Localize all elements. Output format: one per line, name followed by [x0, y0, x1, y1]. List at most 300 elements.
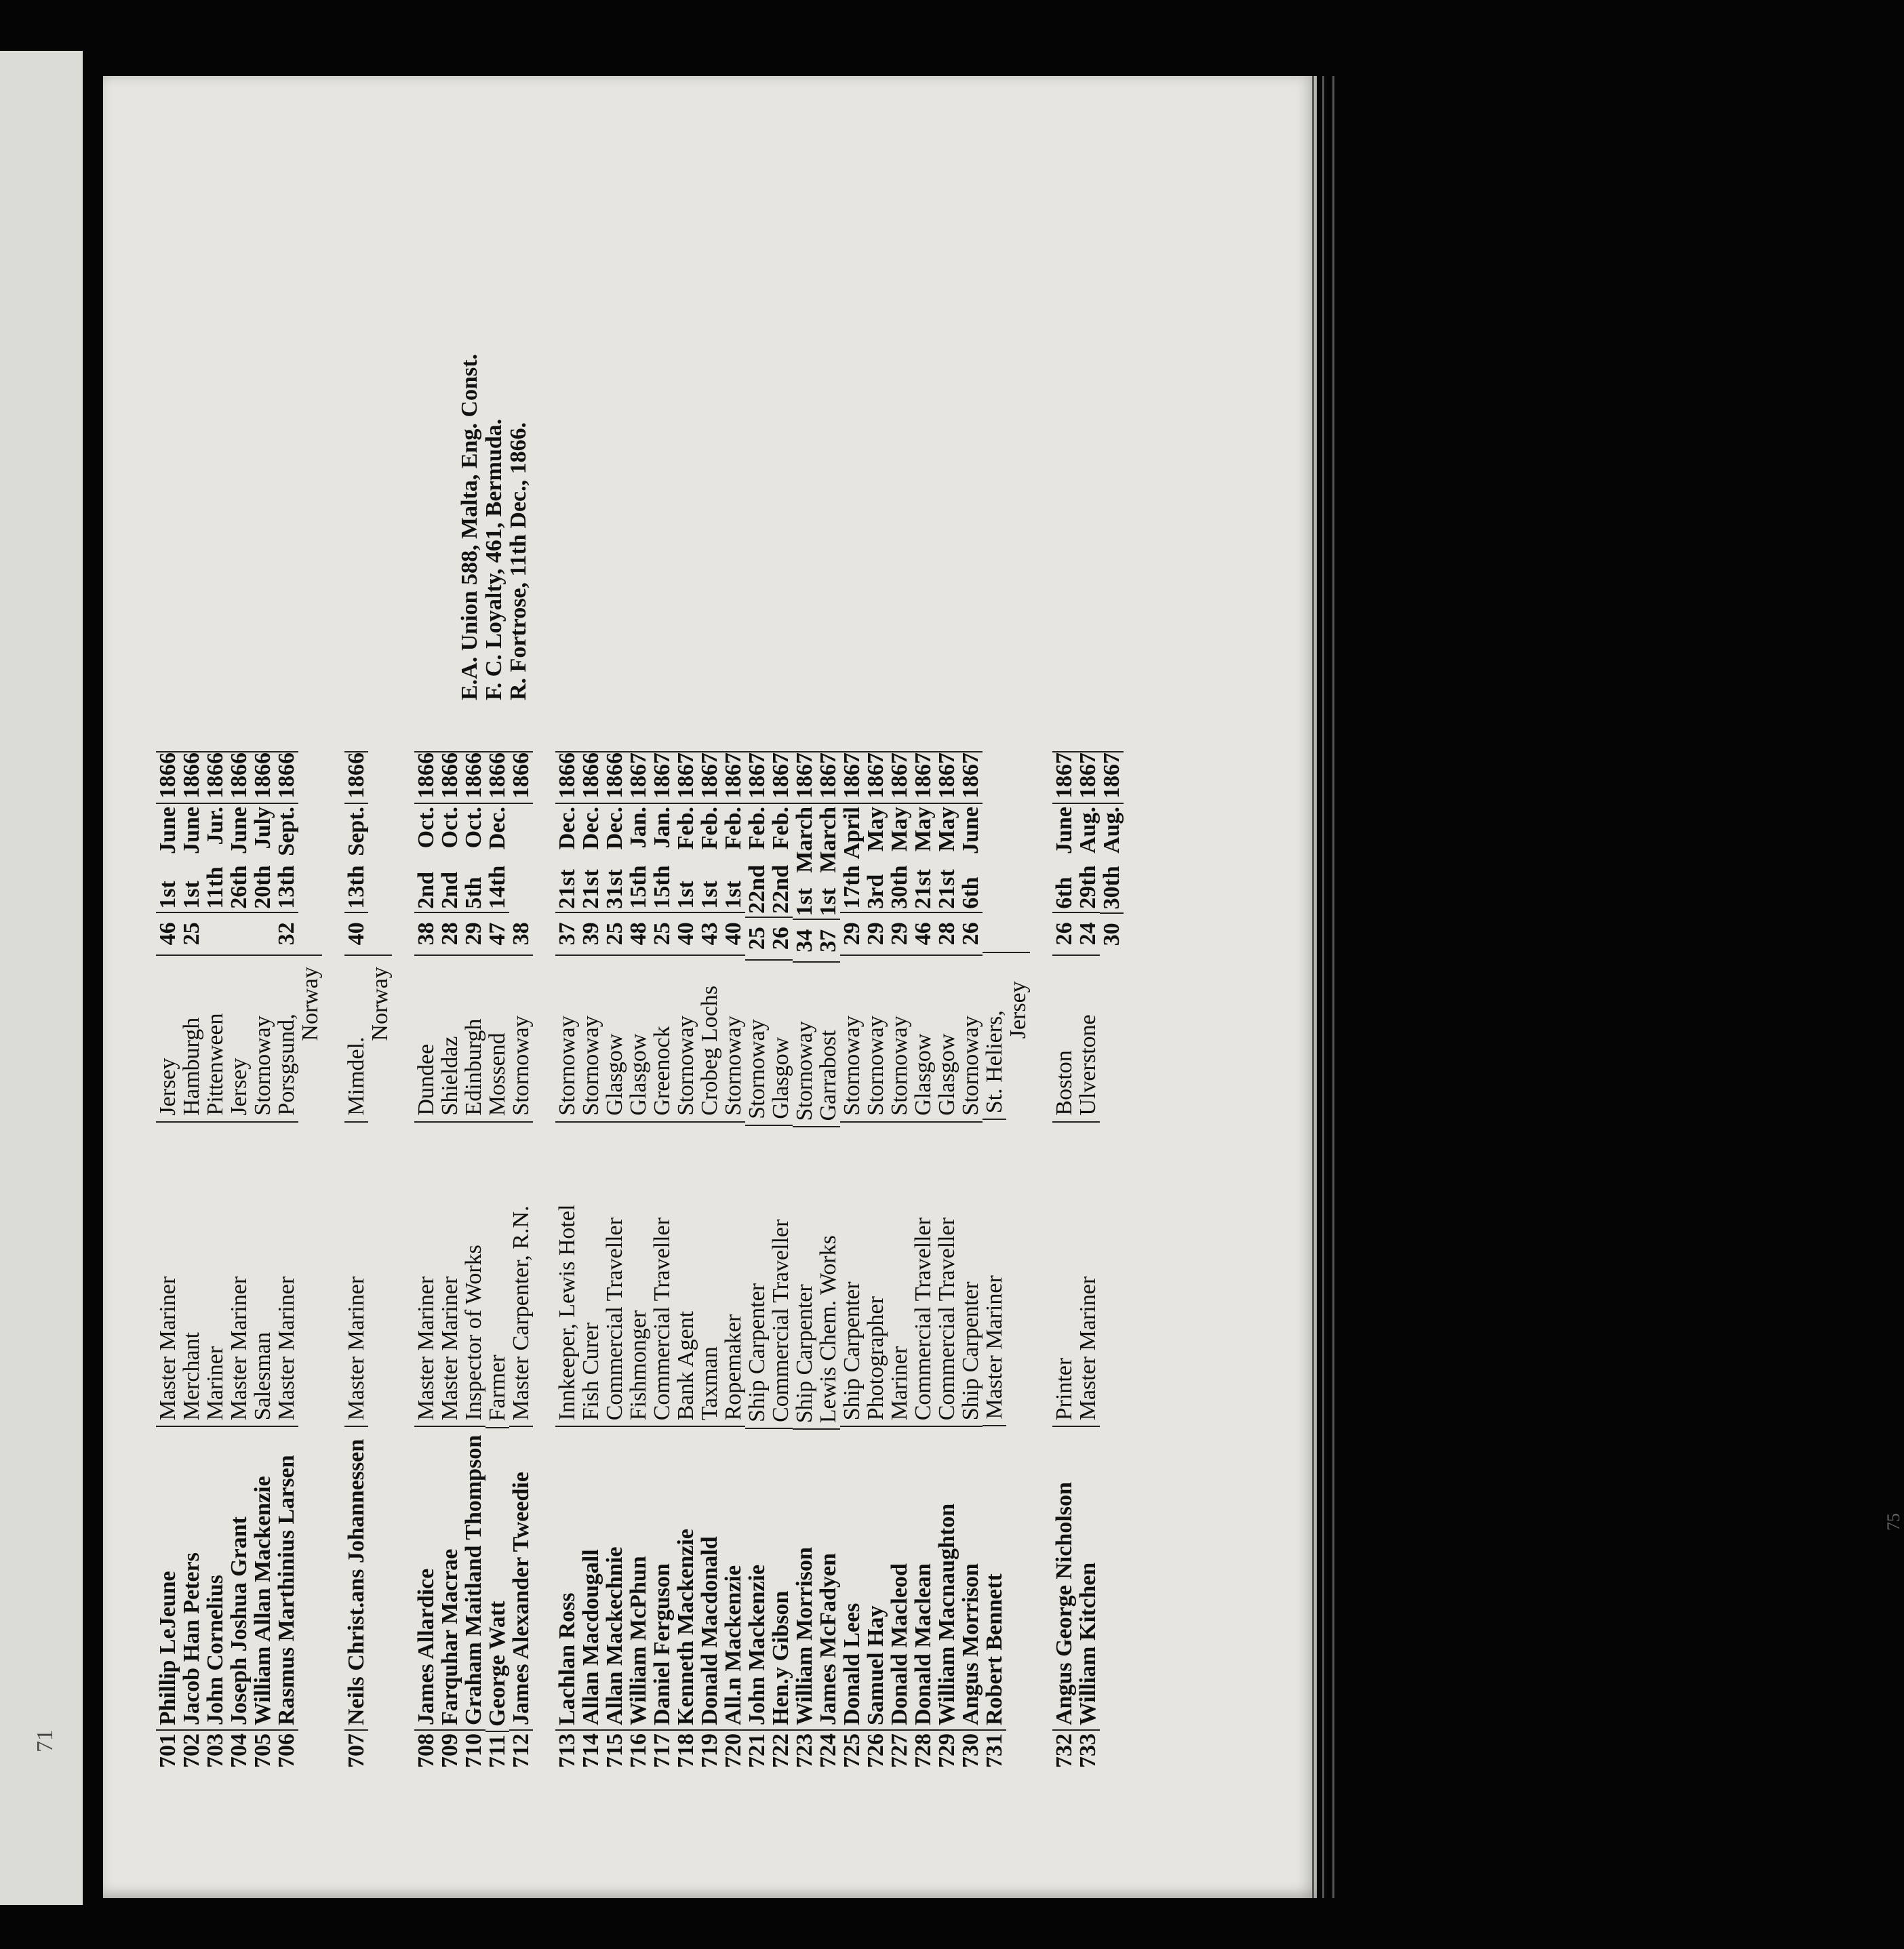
register-entry — [555, 751, 579, 1768]
entry-year: 1867 — [1100, 751, 1124, 804]
entry-number: 712 — [509, 1729, 533, 1768]
entry-residence-line: Stornoway — [839, 1016, 865, 1116]
entry-month: March — [816, 806, 841, 873]
entry-residence-line: Greenock — [650, 1026, 675, 1116]
entry-day: 31st — [603, 865, 627, 912]
register-entry — [864, 751, 888, 1768]
entry-residence-line: Glasgow — [768, 1037, 793, 1119]
entry-year: 1867 — [911, 751, 935, 804]
entry-name: All.n Mackenzie — [721, 1426, 745, 1729]
entry-day: 30th — [1100, 866, 1124, 914]
entry-occupation: Merchant — [180, 1121, 203, 1426]
entry-occupation: Mariner — [203, 1121, 227, 1426]
entry-name: Jacob Han Peters — [180, 1426, 203, 1729]
page-edge-line — [1322, 76, 1324, 1898]
entry-residence-line: Stornoway — [887, 1016, 912, 1116]
entry-residence — [251, 955, 275, 1121]
entry-residence-line: Edinburgh — [461, 1018, 486, 1116]
entry-number: 728 — [911, 1729, 935, 1768]
register-entry — [603, 751, 627, 1768]
entry-residence-line: Glasgow — [626, 1033, 651, 1116]
entry-residence-line: Porsgsund, — [274, 1013, 299, 1116]
entry-name: Angus George Nicholson — [1052, 1426, 1076, 1729]
entry-occupation: Ship Carpenter — [793, 1127, 816, 1429]
entry-residence-line: Dundee — [414, 1043, 439, 1116]
register-entry — [180, 751, 203, 1768]
entry-name: Hen.y Gibson — [769, 1428, 793, 1729]
entry-year: 1867 — [674, 751, 698, 804]
entry-day: 15th — [650, 865, 674, 912]
entry-number: 708 — [414, 1729, 438, 1768]
entry-month: Feb. — [697, 806, 722, 850]
entry-age: 25 — [745, 927, 770, 950]
entry-name: George Watt — [485, 1427, 509, 1731]
register-entry — [227, 751, 251, 1768]
register-entry — [769, 751, 793, 1768]
entry-day: 20th — [251, 865, 275, 912]
entry-residence-line: Ulverstone — [1075, 1014, 1100, 1116]
entry-age: 48 — [626, 922, 651, 946]
entry-year: 1867 — [627, 751, 650, 804]
entry-occupation: Photographer — [864, 1121, 888, 1426]
entry-number: 717 — [650, 1729, 674, 1768]
entry-month: Dec. — [578, 806, 603, 850]
register-entry — [745, 751, 769, 1768]
entry-name: Angus Morrison — [959, 1426, 983, 1729]
register-entry — [509, 751, 533, 1768]
entry-month: Feb. — [721, 806, 746, 850]
entry-name: Donald Macdonald — [698, 1426, 721, 1729]
entry-number: 730 — [959, 1729, 983, 1768]
entry-age: 29 — [839, 922, 865, 946]
entry-day: 2nd — [438, 865, 462, 912]
entry-day: 6th — [1052, 865, 1076, 912]
entry-age: 28 — [934, 922, 959, 946]
entry-month: Oct. — [461, 806, 486, 849]
entry-month: July — [250, 806, 275, 849]
entry-day: 3rd — [864, 865, 888, 912]
entry-name: Allan Macdougall — [579, 1426, 603, 1729]
entry-residence — [627, 955, 650, 1121]
register-entry — [579, 751, 603, 1768]
entry-residence-line: Stornoway — [578, 1016, 603, 1116]
entry-residence — [769, 959, 793, 1125]
entry-residence — [203, 955, 227, 1121]
entry-month: June — [155, 806, 180, 854]
entry-year: 1866 — [203, 751, 227, 804]
entry-age: 30 — [1099, 923, 1124, 946]
entry-residence — [414, 955, 438, 1121]
page-footer-mark: 75 — [1884, 1513, 1903, 1531]
entry-month: May — [934, 806, 959, 852]
entry-number: 721 — [745, 1729, 769, 1768]
entry-year: 1866 — [414, 751, 438, 804]
register-entry — [1052, 751, 1076, 1768]
entry-residence-line: Shieldaz — [437, 1036, 462, 1116]
entry-residence-line: Crobeg Lochs — [697, 985, 722, 1116]
register-entry — [1100, 751, 1124, 1768]
entry-residence — [674, 955, 698, 1121]
entry-number: 732 — [1052, 1729, 1076, 1768]
entry-residence-line: Norway — [298, 967, 323, 1041]
entry-name: Farquhar Macrae — [438, 1426, 462, 1729]
entry-age: 46 — [911, 922, 936, 946]
entry-name: William Macnaughton — [935, 1426, 959, 1729]
entry-number: 724 — [816, 1729, 840, 1768]
entry-occupation: Master Mariner — [983, 1119, 1006, 1424]
entry-month: Sept. — [274, 806, 299, 856]
entry-residence-line: Mimdel. — [344, 1037, 369, 1116]
entry-number: 726 — [864, 1729, 888, 1768]
entry-residence-line: Hamburgh — [179, 1017, 204, 1116]
entry-residence-line: Stornoway — [673, 1016, 698, 1116]
entry-day: 17th — [840, 865, 864, 912]
entry-residence — [579, 955, 603, 1121]
entry-occupation: Master Mariner — [438, 1121, 462, 1426]
entry-number: 714 — [579, 1729, 603, 1768]
entry-residence — [1052, 955, 1076, 1121]
entry-age: 37 — [816, 929, 841, 952]
entry-name: Graham Maitland Thompson — [462, 1426, 485, 1729]
entry-day: 21st — [555, 865, 579, 912]
entry-number: 705 — [251, 1729, 275, 1768]
entry-occupation: Commercial Traveller — [911, 1121, 935, 1426]
entry-name: Phillip LeJeune — [156, 1426, 180, 1729]
entry-residence-line: Pittenween — [203, 1013, 228, 1116]
register-entry — [840, 751, 864, 1768]
entry-residence — [983, 952, 1030, 1119]
entry-year: 1867 — [650, 751, 674, 804]
entry-number: 701 — [156, 1729, 180, 1768]
entry-number: 729 — [935, 1729, 959, 1768]
entry-residence-line: Glasgow — [911, 1033, 936, 1116]
entry-occupation: Inspector of Works — [462, 1121, 485, 1426]
entry-occupation: Fishmonger — [627, 1121, 650, 1426]
entry-month: Dec. — [602, 806, 627, 850]
register-entry — [627, 751, 650, 1768]
entry-occupation: Master Mariner — [275, 1121, 298, 1426]
register-entry — [983, 751, 1030, 1768]
entry-residence-line: Stornoway — [555, 1016, 580, 1116]
entry-number: 706 — [275, 1729, 298, 1768]
entry-residence — [603, 955, 627, 1121]
entry-year: 1866 — [462, 751, 485, 804]
entry-residence — [227, 955, 251, 1121]
entry-residence — [840, 955, 864, 1121]
entry-day: 21st — [911, 865, 935, 912]
entry-year: 1866 — [485, 751, 509, 804]
entry-age: 47 — [485, 922, 510, 946]
register-entry — [650, 751, 674, 1768]
entry-number: 733 — [1076, 1729, 1100, 1768]
facing-page-number: 71 — [33, 1729, 58, 1752]
entry-month: Jan. — [650, 806, 675, 849]
entry-residence — [935, 955, 959, 1121]
entry-name: Samuel Hay — [864, 1426, 888, 1729]
entry-residence — [721, 955, 745, 1121]
entry-number: 709 — [438, 1729, 462, 1768]
entry-month: Oct. — [414, 806, 439, 849]
entry-number: 710 — [462, 1729, 485, 1768]
entry-year: 1867 — [1076, 751, 1100, 804]
entry-name: James Allardice — [414, 1426, 438, 1729]
entry-residence — [650, 955, 674, 1121]
register-entry — [414, 751, 438, 1768]
entry-number: 722 — [769, 1729, 793, 1768]
entry-occupation: Innkeeper, Lewis Hotel — [555, 1121, 579, 1426]
entry-month: June — [226, 806, 252, 854]
entry-number: 702 — [180, 1729, 203, 1768]
entry-number: 716 — [627, 1729, 650, 1768]
entry-name: Lachlan Ross — [555, 1426, 579, 1729]
entry-year: 1867 — [698, 751, 721, 804]
entry-occupation: Lewis Chem. Works — [816, 1127, 840, 1429]
entry-day: 2nd — [414, 865, 438, 912]
page-edge-line — [1332, 76, 1334, 1898]
entry-year: 1866 — [603, 751, 627, 804]
entry-month: Jan. — [626, 806, 651, 849]
entry-residence — [959, 955, 983, 1121]
entry-residence-line: Mossend — [485, 1032, 510, 1117]
entry-number: 720 — [721, 1729, 745, 1768]
entry-name: William Kitchen — [1076, 1426, 1100, 1729]
entry-day: 13th — [344, 865, 368, 912]
entry-occupation: Printer — [1052, 1121, 1076, 1426]
entry-age: 29 — [461, 922, 486, 946]
register-entry — [438, 751, 462, 1768]
entry-number: 723 — [793, 1729, 816, 1768]
register-entries — [156, 751, 1124, 1768]
entry-month: Feb. — [768, 807, 793, 850]
register-entry — [275, 751, 322, 1768]
entry-month: May — [887, 806, 912, 852]
entry-number: 704 — [227, 1729, 251, 1768]
entry-year: 1867 — [888, 751, 911, 804]
entry-day: 1st — [721, 865, 745, 912]
entry-day: 5th — [462, 865, 485, 912]
register-entry — [793, 751, 816, 1768]
entry-day: 26th — [227, 865, 251, 912]
entry-year: 1867 — [793, 751, 816, 804]
entry-residence — [1076, 955, 1100, 1121]
entry-name: Kenneth Mackenzie — [674, 1426, 698, 1729]
entry-age: 26 — [958, 922, 983, 946]
entry-year: 1867 — [816, 751, 840, 804]
entry-day: 1st — [674, 865, 698, 912]
entry-age: 43 — [697, 922, 722, 946]
entry-age: 24 — [1075, 922, 1100, 946]
register-entry — [344, 751, 392, 1768]
entry-residence-line: Norway — [368, 967, 393, 1041]
entry-name: Daniel Ferguson — [650, 1426, 674, 1729]
register-entry — [959, 751, 983, 1768]
entry-name: Robert Bennett — [983, 1425, 1006, 1729]
entry-age: 25 — [650, 922, 675, 946]
entry-year: 1866 — [555, 751, 579, 804]
entry-day: 1st — [156, 865, 180, 912]
register-entry — [462, 751, 485, 1768]
entry-month: May — [863, 806, 888, 852]
entry-occupation: Ship Carpenter — [840, 1121, 864, 1426]
entry-residence-line: Jersey — [226, 1058, 252, 1116]
entry-residence-line: Stornoway — [958, 1016, 983, 1116]
entry-age: 28 — [437, 922, 462, 946]
rotated-register-content — [155, 60, 1903, 1768]
entry-month: Aug. — [1099, 807, 1124, 853]
entry-occupation: Master Mariner — [414, 1121, 438, 1426]
entry-number: 731 — [983, 1729, 1006, 1768]
entry-occupation: Commercial Traveller — [935, 1121, 959, 1426]
entry-age: 32 — [274, 922, 299, 946]
register-entry — [203, 751, 227, 1768]
register-entry — [698, 751, 721, 1768]
entry-day: 15th — [627, 865, 650, 912]
entry-month: June — [1052, 806, 1077, 854]
entry-day: 21st — [579, 865, 603, 912]
entry-residence — [180, 955, 203, 1121]
entry-number: 727 — [888, 1729, 911, 1768]
entry-occupation: Salesman — [251, 1121, 275, 1426]
register-entry — [721, 751, 745, 1768]
entry-residence — [438, 955, 462, 1121]
entry-number: 713 — [555, 1729, 579, 1768]
entry-day: 1st — [816, 873, 840, 921]
entry-name: James Alexander Tweedie — [509, 1426, 533, 1729]
entry-month: Feb. — [673, 806, 698, 850]
entry-month: Feb. — [745, 807, 770, 850]
entry-residence — [888, 955, 911, 1121]
entry-age: 26 — [1052, 922, 1077, 946]
entry-residence — [275, 955, 322, 1121]
entry-month: March — [792, 806, 817, 873]
register-entry — [156, 751, 180, 1768]
page-edge-line — [1312, 76, 1314, 1898]
entry-name: Donald Maclean — [911, 1426, 935, 1729]
entry-residence-line: Stornoway — [745, 1019, 770, 1119]
entry-year: 1866 — [227, 751, 251, 804]
entry-day: 22nd — [745, 865, 769, 918]
entry-residence-line: Glasgow — [602, 1033, 627, 1116]
entry-number: 715 — [603, 1729, 627, 1768]
entry-month: June — [958, 806, 983, 854]
entry-age: 40 — [721, 922, 746, 946]
entry-age: 38 — [509, 922, 534, 946]
entry-occupation: Mariner — [888, 1121, 911, 1426]
entry-residence — [698, 955, 721, 1121]
register-entry — [888, 751, 911, 1768]
entry-residence — [793, 961, 816, 1126]
entry-residence-line: Stornoway — [509, 1016, 534, 1116]
entry-residence-line: Jersey — [1006, 981, 1031, 1039]
entry-residence-line: Stornoway — [250, 1016, 275, 1116]
entry-month: June — [179, 806, 204, 854]
entry-name: John Mackenzie — [745, 1428, 769, 1729]
entry-age: 37 — [555, 922, 580, 946]
entry-residence — [462, 955, 485, 1121]
entry-residence-line: Glasgow — [934, 1033, 959, 1116]
entry-year: 1867 — [935, 751, 959, 804]
entry-day: 21st — [935, 865, 959, 912]
entry-age: 40 — [673, 922, 698, 946]
entry-year: 1867 — [959, 751, 983, 804]
entry-occupation: Commercial Traveller — [603, 1121, 627, 1426]
entry-age: 34 — [792, 929, 817, 952]
entry-age: 26 — [768, 927, 793, 950]
margin-notes — [458, 56, 531, 700]
entry-occupation: Taxman — [698, 1121, 721, 1426]
entry-residence-line: Stornoway — [721, 1016, 746, 1116]
entry-residence — [156, 955, 180, 1121]
entry-age: 40 — [344, 922, 369, 946]
entry-residence — [344, 955, 392, 1121]
entry-number: 707 — [344, 1729, 368, 1768]
register-entry — [1076, 751, 1100, 1768]
entry-residence-line: Stornoway — [792, 1021, 817, 1121]
entry-year: 1866 — [251, 751, 275, 804]
margin-note: E.A. Union 588, Malta, Eng. Const. — [457, 353, 482, 700]
entry-occupation: Commercial Traveller — [769, 1125, 793, 1428]
register-entry — [485, 751, 509, 1768]
entry-occupation: Commercial Traveller — [650, 1121, 674, 1426]
entry-occupation: Fish Curer — [579, 1121, 603, 1426]
entry-name: William Allan Mackenzie — [251, 1426, 275, 1729]
entry-name: William Morrison — [793, 1428, 816, 1729]
entry-residence — [485, 955, 509, 1121]
entry-name: Joseph Joshua Grant — [227, 1426, 251, 1729]
entry-number: 725 — [840, 1729, 864, 1768]
entry-month: Dec. — [555, 806, 580, 850]
entry-residence — [509, 955, 533, 1121]
entry-name: John Cornelius — [203, 1426, 227, 1729]
entry-day: 1st — [793, 873, 816, 921]
entry-number: 711 — [485, 1731, 509, 1768]
entry-age: 29 — [887, 922, 912, 946]
entry-year: 1866 — [579, 751, 603, 804]
margin-note: F. C. Loyalty, 461, Bermuda. — [481, 418, 507, 700]
register-entry — [674, 751, 698, 1768]
entry-occupation: Ship Carpenter — [959, 1121, 983, 1426]
entry-number: 719 — [698, 1729, 721, 1768]
register-entry — [911, 751, 935, 1768]
entry-year: 1867 — [1052, 751, 1076, 804]
entry-age: 25 — [179, 922, 204, 946]
entry-day: 11th — [203, 865, 227, 912]
entry-year: 1867 — [769, 751, 793, 804]
entry-occupation: Master Mariner — [1076, 1121, 1100, 1426]
entry-month: Dec. — [485, 806, 510, 850]
entry-name: Rasmus Marthinius Larsen — [275, 1426, 298, 1729]
entry-month: Jur. — [203, 806, 228, 845]
entry-residence-line: Garrabost — [816, 1030, 841, 1121]
entry-occupation: Master Mariner — [344, 1121, 368, 1426]
entry-name: Donald Macleod — [888, 1426, 911, 1729]
entry-number: 703 — [203, 1729, 227, 1768]
entry-month: Oct. — [437, 806, 462, 849]
entry-occupation: Master Carpenter, R.N. — [509, 1121, 533, 1426]
entry-residence-line: Jersey — [155, 1058, 180, 1116]
register-entry — [935, 751, 959, 1768]
entry-month: Aug. — [1075, 806, 1100, 853]
entry-residence-line: St. Heliers, — [982, 1010, 1007, 1114]
entry-year: 1867 — [840, 751, 864, 804]
entry-year: 1866 — [438, 751, 462, 804]
entry-residence — [745, 959, 769, 1125]
entry-age: 29 — [863, 922, 888, 946]
entry-occupation: Master Mariner — [156, 1121, 180, 1426]
entry-residence — [816, 961, 840, 1126]
entry-occupation: Master Mariner — [227, 1121, 251, 1426]
facing-page-strip — [0, 51, 83, 1905]
